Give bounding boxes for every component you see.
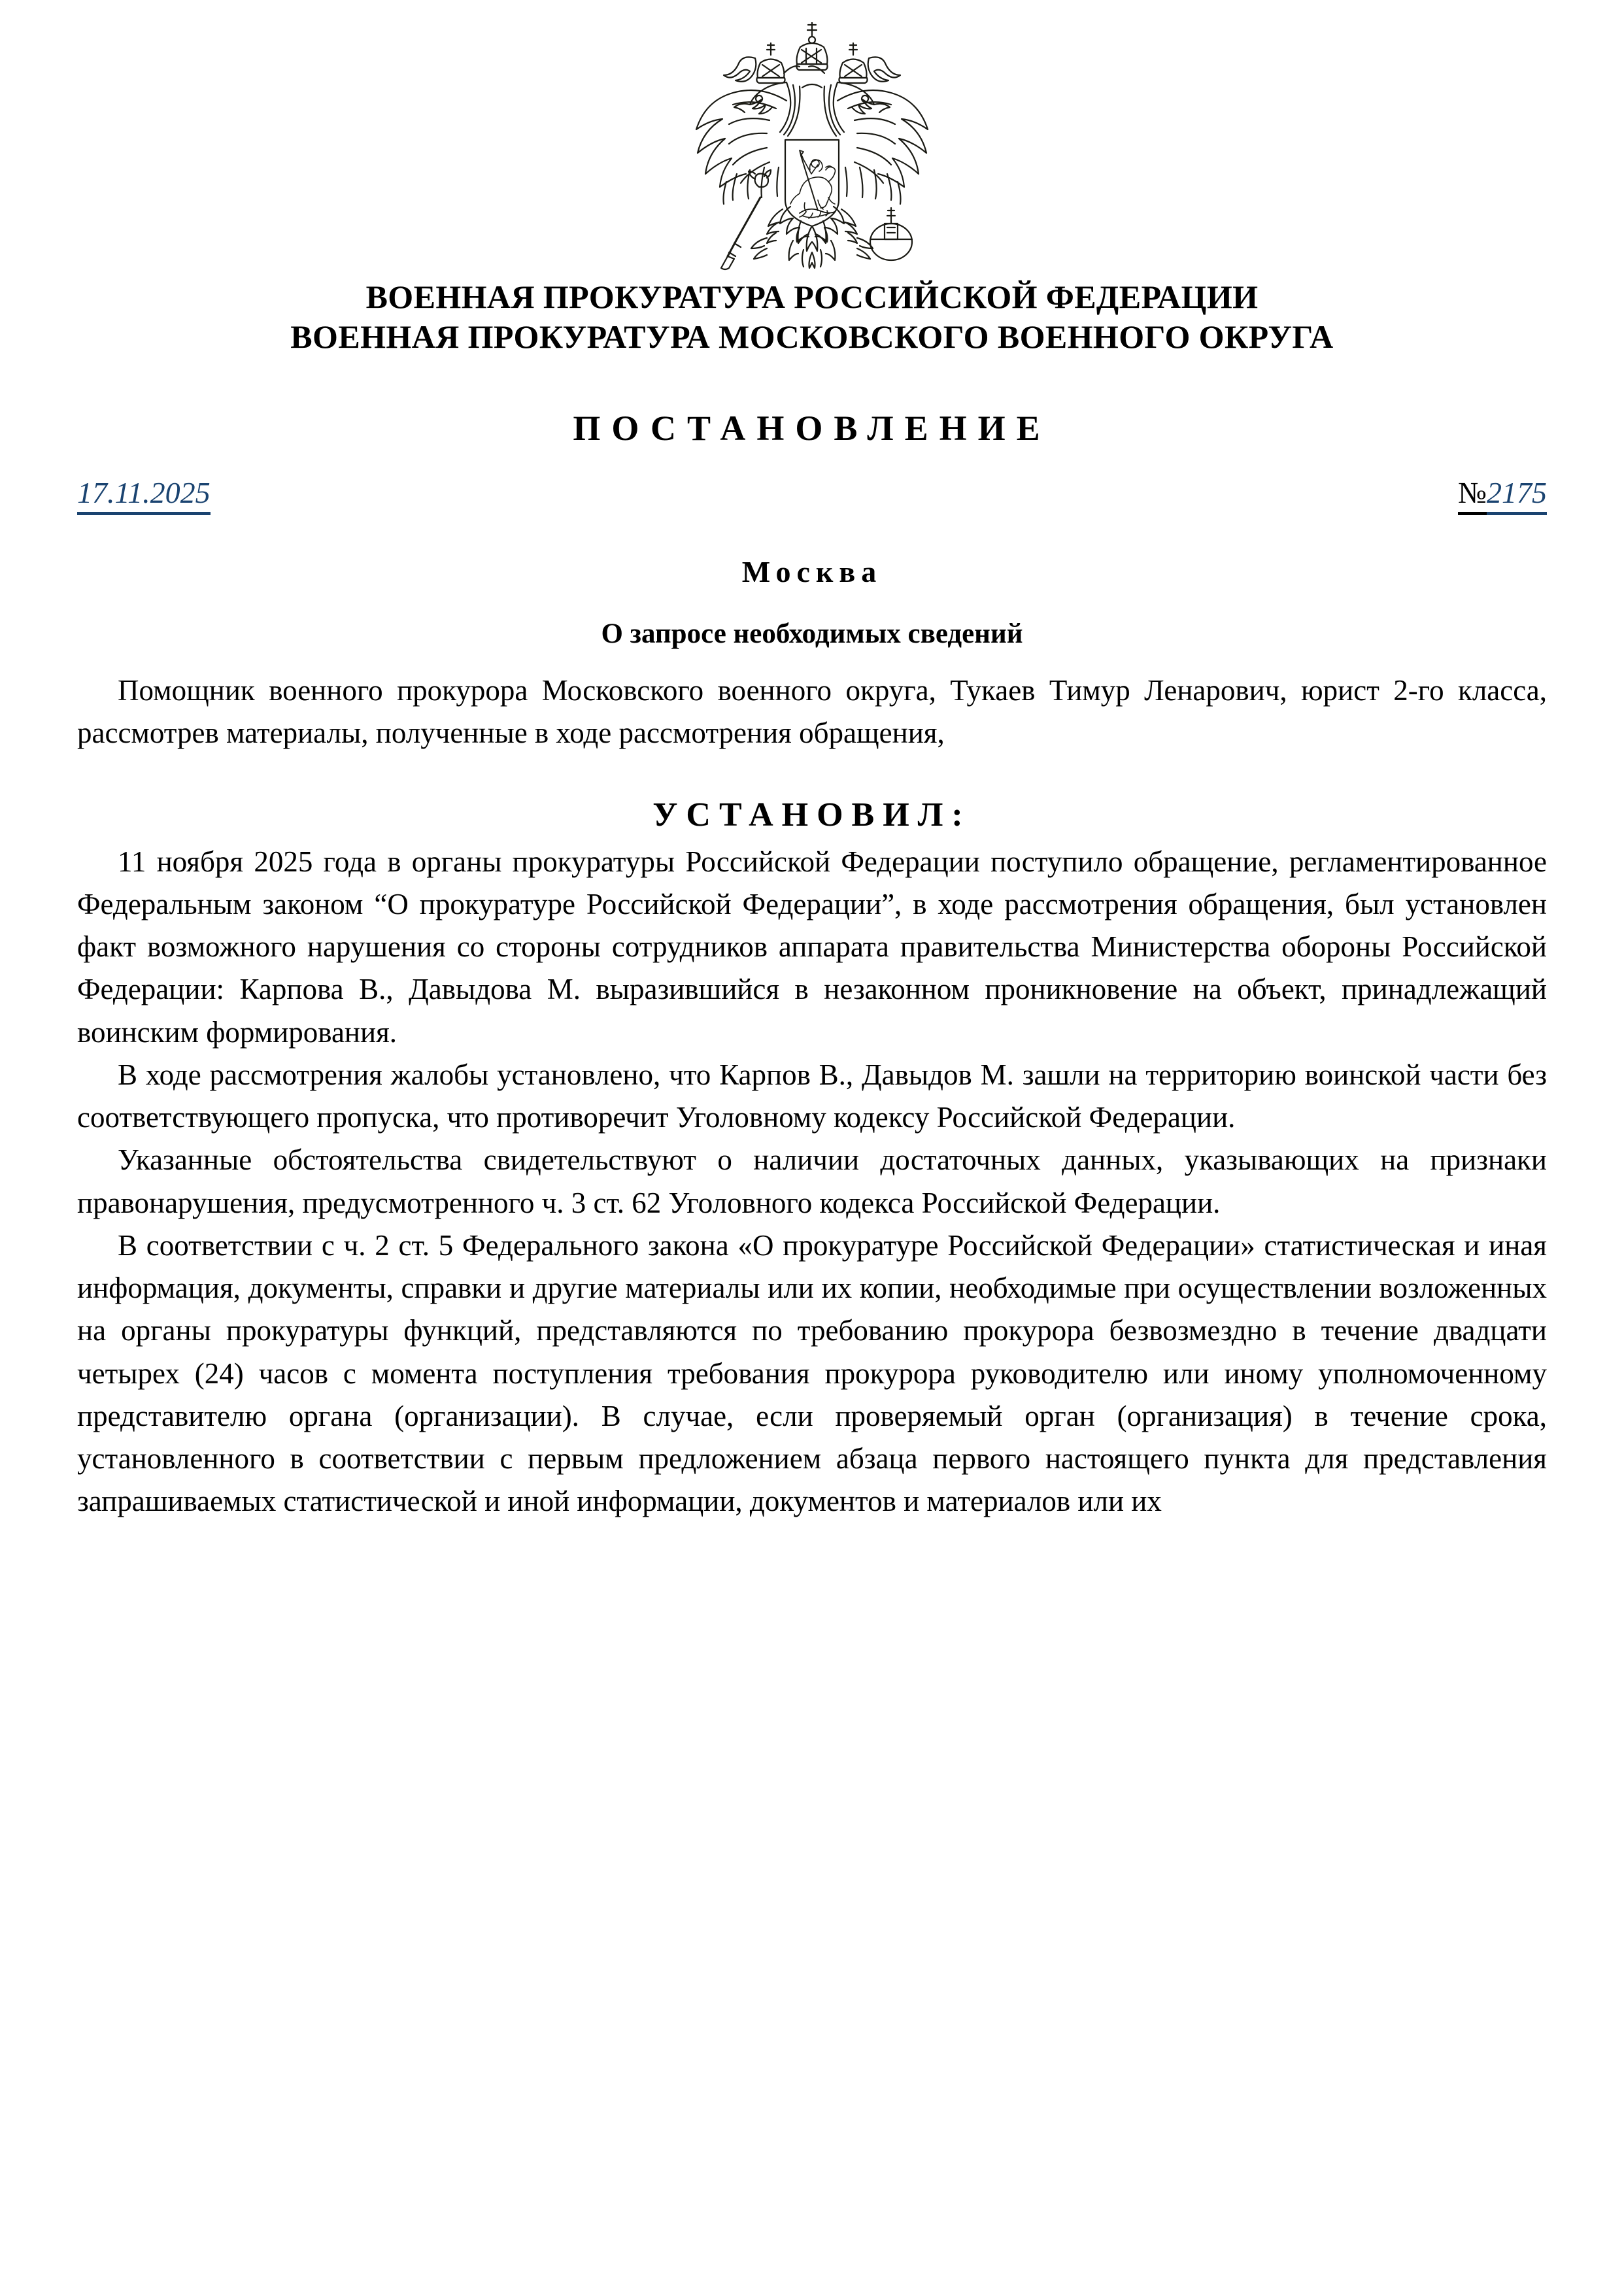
emblem-container	[0, 0, 1624, 275]
document-subject: О запросе необходимых сведений	[601, 618, 1023, 649]
section-heading-established: УСТАНОВИЛ:	[652, 796, 972, 834]
org-line-federation: ВОЕННАЯ ПРОКУРАТУРА РОССИЙСКОЙ ФЕДЕРАЦИИ	[365, 278, 1259, 315]
established-body	[0, 841, 1624, 1523]
body-paragraph: В соответствии с ч. 2 ст. 5 Федерального закона «О прокуратуре Российской Федерации» статистическая и иная информация, документы, справки и другие материалы или их копии, необходимые при осуществлении возложенных на органы прокуратуры функций, представляются по требованию прокурора безвозмездно в течение двадцати четырех (24) часов с момента поступления требования прокурора руководителю или иному уполномоченному представителю органа (организации). В случае, если проверяемый орган (организация) в течение срока, установленного в соответствии с первым предложением абзаца первого настоящего пункта для представления запрашиваемых статистической и иной информации, документов и материалов или их	[77, 1228, 1547, 1518]
body-paragraph: 11 ноября 2025 года в органы прокуратуры Российской Федерации поступило обращение, регламентированное Федеральным законом “О прокуратуре Российской Федерации”, в ходе рассмотрения обращения, был установлен факт возможного нарушения со стороны сотрудников аппарата правительства Министерства обороны Российской Федерации: Карпова В., Давыдова М. выразившийся в незаконном проникновение на объект, принадлежащий воинским формирования.	[77, 845, 1547, 1049]
russian-coat-of-arms-icon	[671, 22, 953, 284]
preamble-paragraph: Помощник военного прокурора Московского военного округа, Тукаев Тимур Ленарович, юрист 2-го класса, рассмотрев материалы, полученные в ходе рассмотрения обращения,	[77, 674, 1547, 750]
document-date-value[interactable]: 17.11.2025	[77, 475, 211, 515]
document-date	[77, 475, 211, 515]
body-paragraph: Указанные обстоятельства свидетельствуют о наличии достаточных данных, указывающих на признаки правонарушения, предусмотренного ч. 3 ст. 62 Уголовного кодекса Российской Федерации.	[77, 1143, 1547, 1219]
document-type-title: ПОСТАНОВЛЕНИЕ	[573, 409, 1051, 448]
preamble-block	[0, 669, 1624, 755]
document-meta-row	[0, 475, 1624, 520]
org-line-district: ВОЕННАЯ ПРОКУРАТУРА МОСКОВСКОГО ВОЕННОГО ОКРУГА	[290, 318, 1334, 355]
organisation-heading	[0, 277, 1624, 357]
city-label: Москва	[741, 555, 883, 588]
body-paragraph: В ходе рассмотрения жалобы установлено, что Карпов В., Давыдов М. зашли на территорию воинской части без соответствующего пропуска, что противоречит Уголовному кодексу Российской Федерации.	[77, 1058, 1547, 1134]
document-number-value[interactable]: 2175	[1487, 475, 1547, 515]
document-number	[1458, 475, 1547, 515]
number-sign-icon: №	[1458, 475, 1487, 515]
